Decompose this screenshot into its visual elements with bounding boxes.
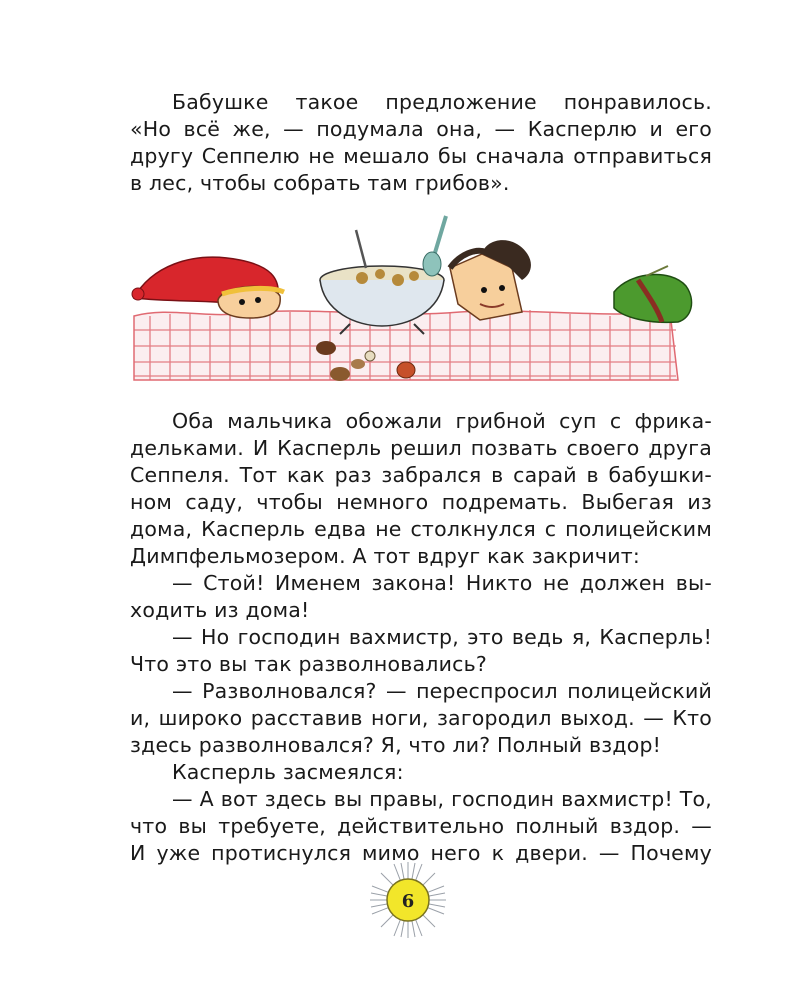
text-line: — Стой! Именем закона! Никто не должен вы- bbox=[172, 571, 712, 595]
text-line: что вы требуете, действительно полный вздор. — bbox=[130, 814, 712, 838]
text-line: ходить из дома! bbox=[130, 598, 310, 622]
text-line: — А вот здесь вы правы, господин вахмистр! То, bbox=[172, 787, 712, 811]
text-line: дома, Касперль едва не столкнулся с полицейским bbox=[130, 517, 712, 541]
text-line: другу Сеппелю не мешало бы сначала отправиться bbox=[130, 144, 712, 168]
text-line: дельками. И Касперль решил позвать своего друга bbox=[130, 436, 712, 460]
spoon bbox=[423, 216, 446, 276]
text-line: ном саду, чтобы немного подремать. Выбегая из bbox=[130, 490, 712, 514]
page-number: 6 bbox=[401, 891, 415, 912]
text-line: в лес, чтобы собрать там грибов». bbox=[130, 171, 510, 195]
text-line: и, широко расставив ноги, загородил выход. — Кто bbox=[130, 706, 712, 730]
seppel-boy bbox=[450, 240, 531, 320]
green-hat bbox=[614, 266, 692, 322]
text-line: Бабушке такое предложение понравилось. bbox=[172, 90, 712, 114]
text-line: Касперль засмеялся: bbox=[172, 760, 404, 784]
text-line: И уже протиснулся мимо него к двери. — Почему bbox=[130, 841, 712, 865]
text-line: Сеппеля. Тот как раз забрался в сарай в бабушки- bbox=[130, 463, 712, 487]
text-line: «Но всё же, — подумала она, — Касперлю и его bbox=[130, 117, 712, 141]
illustration-mushroom-soup bbox=[130, 208, 700, 388]
kasperl-red-hat bbox=[132, 257, 284, 318]
text-line: здесь разволновался? Я, что ли? Полный вздор! bbox=[130, 733, 662, 757]
sunburst-icon bbox=[368, 860, 448, 940]
text-line: — Разволновался? — переспросил полицейский bbox=[172, 679, 712, 703]
text-line: Оба мальчика обожали грибной суп с фрика- bbox=[172, 409, 712, 433]
paragraph-2 bbox=[130, 408, 712, 867]
text-line: Что это вы так разволновались? bbox=[130, 652, 487, 676]
paragraph-1 bbox=[130, 89, 712, 197]
text-line: Димпфельмозером. А тот вдруг как закричит: bbox=[130, 544, 640, 568]
text-line: — Но господин вахмистр, это ведь я, Касперль! bbox=[172, 625, 712, 649]
page-number-badge bbox=[368, 860, 448, 940]
